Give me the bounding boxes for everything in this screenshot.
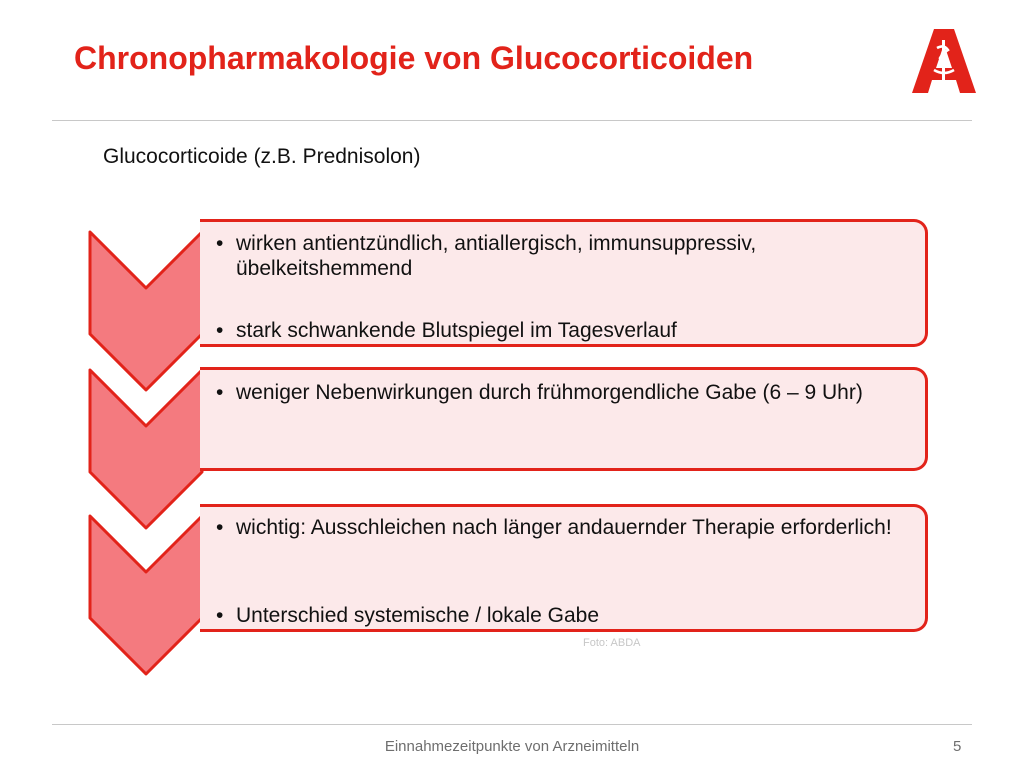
page-title: Chronopharmakologie von Glucocorticoiden	[74, 40, 754, 76]
bullet-item: • weniger Nebenwirkungen durch frühmorgendliche Gabe (6 – 9 Uhr)	[214, 380, 911, 405]
bullet-box	[200, 367, 928, 471]
page-number: 5	[953, 738, 962, 755]
footer-text: Einnahmezeitpunkte von Arzneimitteln	[384, 738, 640, 755]
bullet-item: • Unterschied systemische / lokale Gabe	[214, 603, 911, 628]
bullet-item: • stark schwankende Blutspiegel im Tagesverlauf	[214, 318, 911, 343]
bullet-item: • wichtig: Ausschleichen nach länger andauernder Therapie erforderlich!	[214, 515, 911, 540]
bullet-box	[200, 504, 928, 632]
footer-divider	[52, 724, 972, 725]
apotheke-a-logo-icon	[910, 26, 978, 96]
header-divider	[52, 120, 972, 121]
bullet-item: • wirken antientzündlich, antiallergisch, immunsuppressiv, übelkeitshemmend	[214, 231, 911, 281]
chevron-down-icon	[88, 514, 204, 676]
chevron-down-icon	[88, 368, 204, 530]
slide-subtitle: Glucocorticoide (z.B. Prednisolon)	[103, 145, 421, 168]
bullet-box	[200, 219, 928, 347]
photo-credit: Foto: ABDA	[583, 637, 641, 649]
